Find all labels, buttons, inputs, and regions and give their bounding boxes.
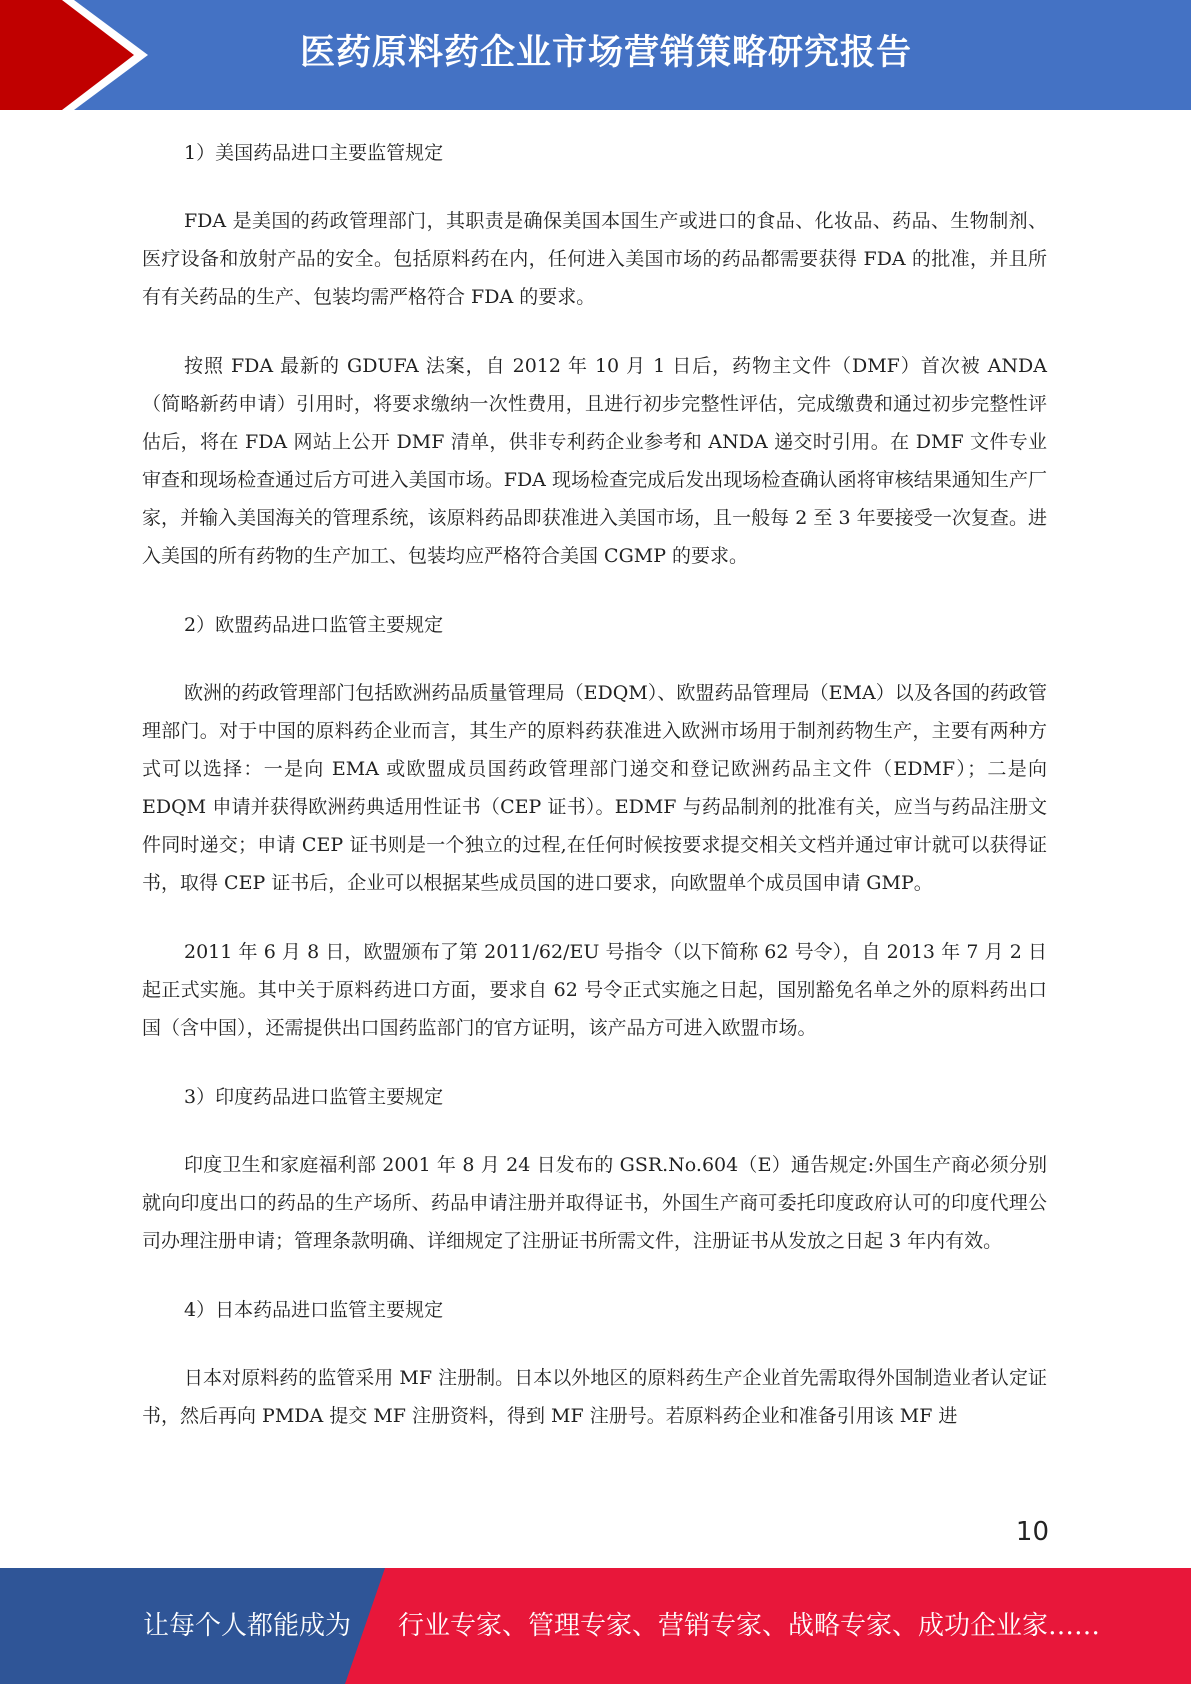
section-heading-usa: 1）美国药品进口主要监管规定: [184, 142, 444, 164]
footer-slogan-left: 让每个人都能成为: [143, 1611, 352, 1641]
paragraph: FDA 是美国的药政管理部门，其职责是确保美国本国生产或进口的食品、化妆品、药品、生物制剂、医疗设备和放射产品的安全。包括原料药在内，任何进入美国市场的药品都需要获得 FDA 的批准，并且所有有关药品的生产、包装均需严格符合 FDA 的要求。: [142, 210, 1047, 308]
report-title: 医药原料药企业市场营销策略研究报告: [300, 33, 913, 73]
footer-slogan-right: 行业专家、管理专家、营销专家、战略专家、成功企业家……: [398, 1611, 1101, 1641]
page-number: 10: [1015, 1517, 1049, 1547]
section-heading-japan: 4）日本药品进口监管主要规定: [184, 1299, 444, 1321]
paragraph: 按照 FDA 最新的 GDUFA 法案，自 2012 年 10 月 1 日后，药物主文件（DMF）首次被 ANDA（简略新药申请）引用时，将要求缴纳一次性费用，且进行初步完整性评估，完成缴费和通过初步完整性评估后，将在 FDA 网站上公开 DMF 清单，供非专利药企业参考和 ANDA 递交时引用。在 DMF 文件专业审查和现场检查通过后方可进入美国市场。FDA 现场检查完成后发出现场检查确认函将审核结果通知生产厂家，并输入美国海关的管理系统，该原料药品即获准进入美国市场，且一般每 2 至 3 年要接受一次复查。进入美国的所有药物的生产加工、包装均应严格符合美国 CGMP 的要求。: [142, 355, 1047, 567]
header-bar: [0, 0, 1191, 110]
section-heading-eu: 2）欧盟药品进口监管主要规定: [184, 614, 444, 636]
paragraph: 印度卫生和家庭福利部 2001 年 8 月 24 日发布的 GSR.No.604（E）通告规定:外国生产商必须分别就向印度出口的药品的生产场所、药品申请注册并取得证书，外国生产商可委托印度政府认可的印度代理公司办理注册申请；管理条款明确、详细规定了注册证书所需文件，注册证书从发放之日起 3 年内有效。: [142, 1154, 1047, 1252]
footer-bar: [0, 1568, 1191, 1684]
paragraph: 日本对原料药的监管采用 MF 注册制。日本以外地区的原料药生产企业首先需取得外国制造业者认定证书，然后再向 PMDA 提交 MF 注册资料，得到 MF 注册号。若原料药企业和准备引用该 MF 进: [142, 1367, 1047, 1427]
paragraph: 2011 年 6 月 8 日，欧盟颁布了第 2011/62/EU 号指令（以下简称 62 号令），自 2013 年 7 月 2 日起正式实施。其中关于原料药进口方面，要求自 62 号令正式实施之日起，国别豁免名单之外的原料药出口国（含中国），还需提供出口国药监部门的官方证明，该产品方可进入欧盟市场。: [142, 941, 1047, 1039]
main-content: [142, 134, 1047, 1466]
section-heading-india: 3）印度药品进口监管主要规定: [184, 1086, 444, 1108]
paragraph: 欧洲的药政管理部门包括欧洲药品质量管理局（EDQM）、欧盟药品管理局（EMA）以及各国的药政管理部门。对于中国的原料药企业而言，其生产的原料药获准进入欧洲市场用于制剂药物生产，主要有两种方式可以选择：一是向 EMA 或欧盟成员国药政管理部门递交和登记欧洲药品主文件（EDMF）；二是向 EDQM 申请并获得欧洲药典适用性证书（CEP 证书）。EDMF 与药品制剂的批准有关，应当与药品注册文件同时递交；申请 CEP 证书则是一个独立的过程,在任何时候按要求提交相关文档并通过审计就可以获得证书，取得 CEP 证书后，企业可以根据某些成员国的进口要求，向欧盟单个成员国申请 GMP。: [142, 682, 1047, 894]
